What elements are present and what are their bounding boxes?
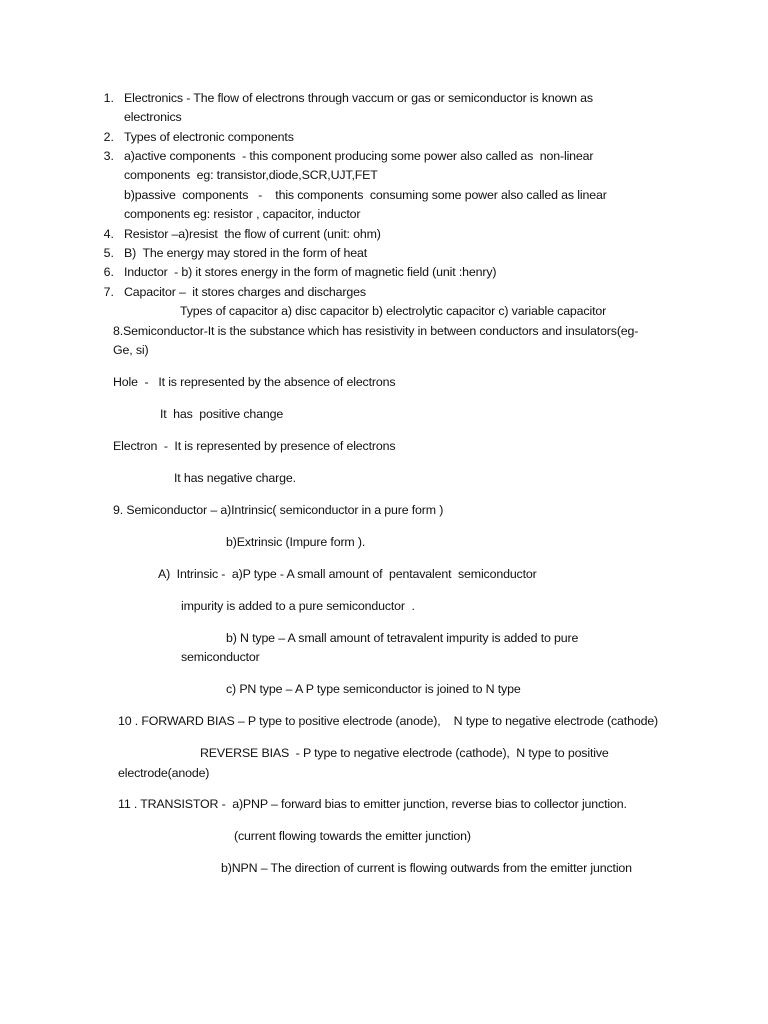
p-type-semiconductor: impurity is added to a pure semiconductor . xyxy=(181,599,415,613)
transistor-npn: b)NPN – The direction of current is flowing outwards from the emitter junction xyxy=(221,861,632,875)
list-number: 6. xyxy=(103,265,114,279)
list-item-text: components eg: resistor , capacitor, inductor xyxy=(124,207,361,221)
extrinsic-semiconductor: b)Extrinsic (Impure form ). xyxy=(226,535,366,549)
list-item-text: Capacitor – it stores charges and discharges xyxy=(124,285,366,299)
list-item-text: a)active components - this component producing some power also called as non-linear xyxy=(124,149,594,163)
transistor-pnp: 11 . TRANSISTOR - a)PNP – forward bias to emitter junction, reverse bias to collector junction. xyxy=(118,797,627,811)
transistor-pnp-note: (current flowing towards the emitter junction) xyxy=(234,829,471,843)
forward-bias: 10 . FORWARD BIAS – P type to positive electrode (anode), N type to negative electrode (cathode) xyxy=(118,714,659,728)
list-item-text: Types of electronic components xyxy=(124,130,294,144)
semiconductor-definition: 8.Semiconductor-It is the substance which has resistivity in between conductors and insulators(eg- xyxy=(113,324,639,338)
list-item-text: Electronics - The flow of electrons through vaccum or gas or semiconductor is known as xyxy=(124,91,593,105)
list-number: 1. xyxy=(103,91,114,105)
list-item-text: B) The energy may stored in the form of heat xyxy=(124,246,368,260)
list-item-text: components eg: transistor,diode,SCR,UJT,FET xyxy=(124,168,378,182)
list-number: 2. xyxy=(103,130,114,144)
pn-type-semiconductor: c) PN type – A P type semiconductor is joined to N type xyxy=(226,682,521,696)
list-item-text: Resistor –a)resist the flow of current (unit: ohm) xyxy=(124,227,381,241)
list-item-text: b)passive components - this components consuming some power also called as linear xyxy=(124,188,607,202)
list-item-text: electronics xyxy=(124,110,182,124)
electron-charge: It has negative charge. xyxy=(174,471,296,485)
hole-charge: It has positive change xyxy=(160,407,284,421)
p-type-semiconductor: A) Intrinsic - a)P type - A small amount of pentavalent semiconductor xyxy=(158,567,537,581)
intrinsic-semiconductor: 9. Semiconductor – a)Intrinsic( semiconductor in a pure form ) xyxy=(113,503,444,517)
list-number: 5. xyxy=(103,246,114,260)
electron-definition: Electron - It is represented by presence of electrons xyxy=(113,439,396,453)
n-type-semiconductor: semiconductor xyxy=(181,650,260,664)
hole-definition: Hole - It is represented by the absence of electrons xyxy=(113,375,396,389)
list-number: 4. xyxy=(103,227,114,241)
list-item-text: Inductor - b) it stores energy in the form of magnetic field (unit :henry) xyxy=(124,265,497,279)
capacitor-types: Types of capacitor a) disc capacitor b) electrolytic capacitor c) variable capacitor xyxy=(180,304,607,318)
list-number: 3. xyxy=(103,149,114,163)
semiconductor-definition: Ge, si) xyxy=(113,343,149,357)
reverse-bias: electrode(anode) xyxy=(118,766,210,780)
list-number: 7. xyxy=(103,285,114,299)
reverse-bias: REVERSE BIAS - P type to negative electrode (cathode), N type to positive xyxy=(200,746,609,760)
n-type-semiconductor: b) N type – A small amount of tetravalent impurity is added to pure xyxy=(226,631,579,645)
